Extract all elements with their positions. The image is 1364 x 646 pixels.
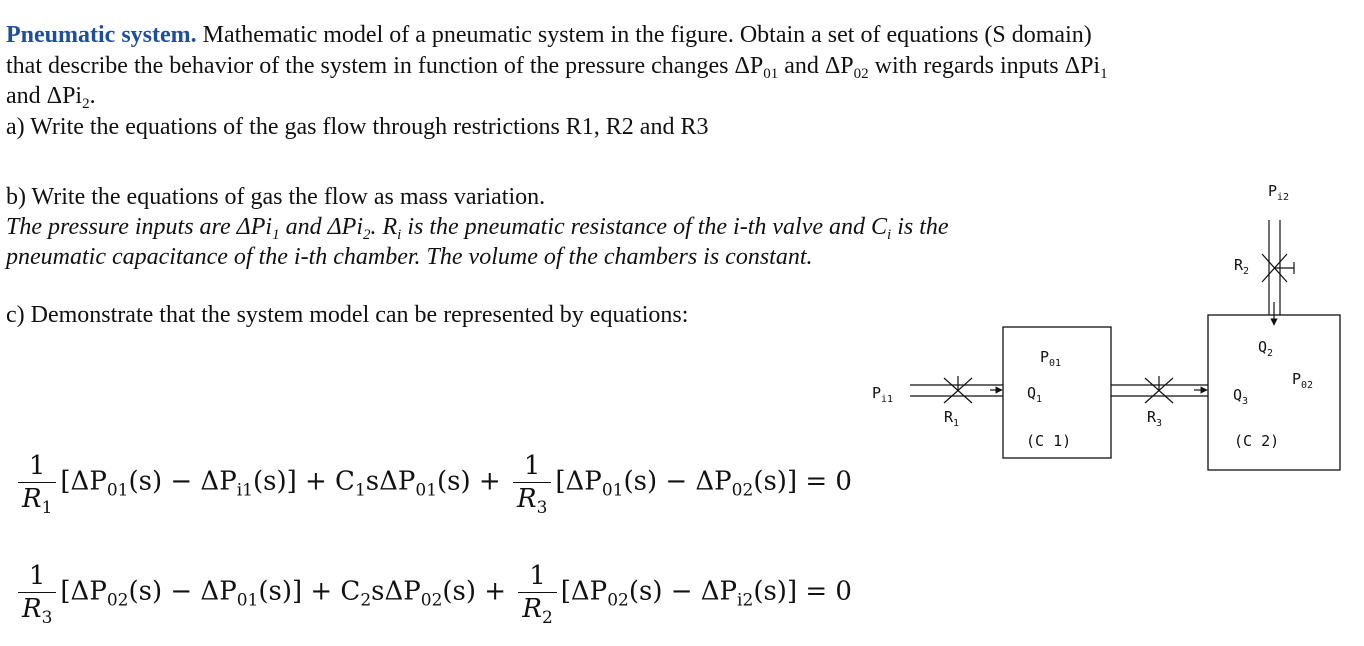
eq2-t2-open: [ΔP xyxy=(560,576,608,607)
intro-text-2a: that describe the behavior of the system in function of the pressure changes ΔP xyxy=(6,53,764,79)
pb-s3: i xyxy=(397,227,402,243)
eq1-frac-1 xyxy=(18,450,56,518)
intro-text-2b: and ΔP xyxy=(778,53,854,79)
sub-02: 02 xyxy=(853,66,869,82)
label-q2: $Q_2$ xyxy=(1258,338,1274,359)
pb-s2: 2 xyxy=(363,227,371,243)
pneumatic-diagram xyxy=(860,170,1350,480)
eq2-den2-sub: 2 xyxy=(541,608,553,628)
eq2-t2-s1: 02 xyxy=(607,590,629,611)
intro-line-3 xyxy=(6,81,96,111)
eq2-t2-a: (s) − ΔP xyxy=(628,576,738,607)
pb-b: and ΔPi xyxy=(279,214,363,240)
eq2-t1-a: (s) − ΔP xyxy=(128,576,237,607)
eq2-t2-s2: i2 xyxy=(737,590,754,611)
part-b-italic-1 xyxy=(6,212,949,242)
eq1-frac-2 xyxy=(513,450,551,518)
label-r2: $R_2$ xyxy=(1234,256,1250,277)
part-c: c) Demonstrate that the system model can be represented by equations: xyxy=(6,302,689,328)
eq1-t2-b: (s)] = 0 xyxy=(753,466,852,497)
problem-title: Pneumatic system. xyxy=(6,22,197,48)
eq2-t1-s2: 01 xyxy=(236,590,259,611)
eq1-num2: 1 xyxy=(513,450,551,483)
eq1-t1-a: (s) − ΔP xyxy=(128,466,237,497)
intro-text-3b: . xyxy=(89,83,96,109)
eq2-t1-s4: 02 xyxy=(420,590,443,611)
eq1-den2-sub: 3 xyxy=(536,498,548,518)
eq2-t1-b: (s)] + C xyxy=(258,576,361,607)
valve-r1 xyxy=(910,376,1003,403)
eq2-t1-s1: 02 xyxy=(106,590,129,611)
part-a: a) Write the equations of the gas flow through restrictions R1, R2 and R3 xyxy=(6,114,709,140)
eq1-t1-open: [ΔP xyxy=(60,466,107,497)
eq1-t1-s1: 01 xyxy=(106,480,129,501)
eq2-frac-2 xyxy=(518,560,556,628)
eq1-den2: R xyxy=(516,484,537,514)
pb-s1: 1 xyxy=(272,227,280,243)
eq1-t1-d: (s) + xyxy=(437,466,501,497)
sub-01: 01 xyxy=(763,66,779,82)
label-pi1: $P_{i1}$ xyxy=(872,384,894,405)
eq1-t2-a: (s) − ΔP xyxy=(623,466,732,497)
eq2-t1-s3: 2 xyxy=(360,590,372,611)
label-po1: $P_{01}$ xyxy=(1040,348,1062,369)
intro-line-2 xyxy=(6,51,1108,81)
label-po2: $P_{02}$ xyxy=(1292,370,1314,391)
intro-line-1 xyxy=(6,20,1092,50)
equation-2 xyxy=(14,560,852,628)
label-r1: $R_1$ xyxy=(944,408,960,429)
part-b-heading: b) Write the equations of gas the flow as mass variation. xyxy=(6,184,546,210)
eq1-t1-s2: i1 xyxy=(236,480,253,501)
equation-1 xyxy=(14,450,852,518)
pb-s4: i xyxy=(887,227,892,243)
pb-e: is the xyxy=(891,214,949,240)
eq1-t1-s3: 1 xyxy=(354,480,366,501)
eq1-t1-c: sΔP xyxy=(365,466,416,497)
eq1-t2-s1: 01 xyxy=(601,480,624,501)
eq1-t1-b: (s)] + C xyxy=(252,466,355,497)
eq2-num2: 1 xyxy=(518,560,556,593)
eq2-t2-b: (s)] = 0 xyxy=(753,576,852,607)
eq1-den1: R xyxy=(22,484,42,514)
eq1-t2-open: [ΔP xyxy=(555,466,602,497)
label-q1: $Q_1$ xyxy=(1027,384,1043,405)
eq2-frac-1 xyxy=(18,560,56,628)
eq1-t1-s4: 01 xyxy=(415,480,438,501)
eq2-t1-d: (s) + xyxy=(442,576,507,607)
part-b-italic-2: pneumatic capacitance of the i-th chamber. The volume of the chambers is constant. xyxy=(6,244,813,270)
intro-text-1: Mathematic model of a pneumatic system in the figure. Obtain a set of equations (S domain) xyxy=(196,22,1092,48)
label-pi2: $P_{i2}$ xyxy=(1268,182,1290,203)
pb-d: is the pneumatic resistance of the i-th valve and C xyxy=(401,214,888,240)
eq1-t2-s2: 02 xyxy=(731,480,754,501)
eq2-den1-sub: 3 xyxy=(41,608,53,628)
label-r3: $R_3$ xyxy=(1147,408,1163,429)
eq2-num1: 1 xyxy=(18,560,56,593)
label-c1: (C 1) xyxy=(1026,432,1072,450)
valve-r3 xyxy=(1111,376,1208,403)
eq2-t1-c: sΔP xyxy=(371,576,421,607)
valve-r2 xyxy=(1262,220,1294,315)
sub-1: 1 xyxy=(1100,66,1108,82)
eq1-num1: 1 xyxy=(18,450,56,483)
pb-c: . R xyxy=(370,214,398,240)
eq2-t1-open: [ΔP xyxy=(60,576,107,607)
intro-text-2c: with regards inputs ΔPi xyxy=(868,53,1101,79)
intro-text-3a: and ΔPi xyxy=(6,83,83,109)
eq1-den1-sub: 1 xyxy=(41,498,53,518)
eq2-den2: R xyxy=(522,594,542,624)
label-q3: $Q_3$ xyxy=(1233,386,1249,407)
sub-2: 2 xyxy=(82,96,90,112)
eq2-den1: R xyxy=(22,594,42,624)
pb-a: The pressure inputs are ΔPi xyxy=(6,214,273,240)
label-c2: (C 2) xyxy=(1234,432,1280,450)
